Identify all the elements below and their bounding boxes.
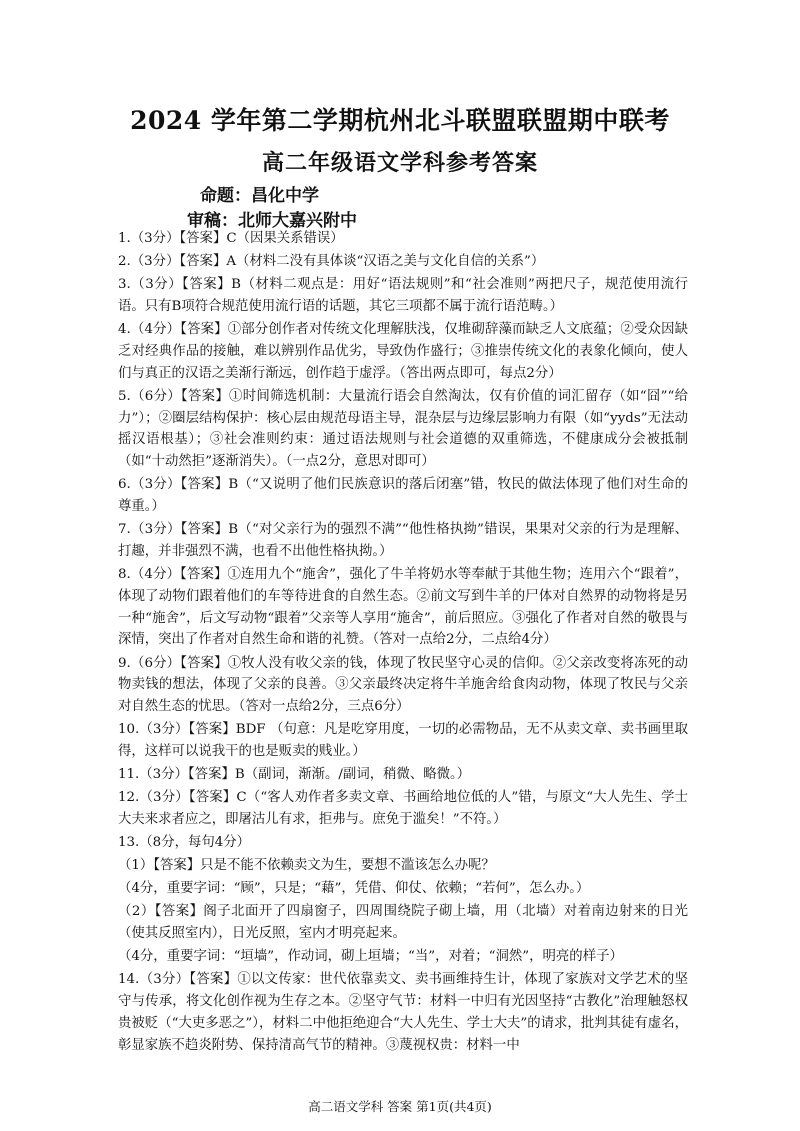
answer-list bbox=[118, 228, 688, 1058]
answer-paragraph: 3.（3分）【答案】B（材料二观点是：用好“语法规则”和“社会准则”两把尺子，规范使用流行语。只有B项符合规范使用流行语的话题，其它三项都不属于流行语范畴。） bbox=[118, 277, 688, 314]
answer-paragraph: 6.（3分）【答案】B（“又说明了他们民族意识的落后闭塞”错，牧民的做法体现了他们对生命的尊重。） bbox=[118, 477, 688, 515]
reviewer-line: 审稿：北师大嘉兴附中 bbox=[187, 211, 357, 231]
answer-paragraph: （2）【答案】阁子北面开了四扇窗子，四周围绕院子砌上墙，用（北墙）对着南边射来的日光（使其反照室内），日光反照，室内才明亮起来。 bbox=[118, 904, 688, 942]
answer-paragraph: 14.（3分）【答案】①以文传家：世代依靠卖文、卖书画维持生计，体现了家族对文学艺术的坚守与传承，将文化创作视为生存之本。②坚守气节：材料一中归有光因坚持“古教化”治理触怒权贵被贬（“大吏多恶之”），材料二中他拒绝迎合“大人先生、学士大夫”的请求，批判其徒有虚名，彰显家族不趋炎附势、保持清高气节的精神。③蔑视权贵：材料一中 bbox=[118, 972, 688, 1053]
answer-paragraph: 10.（3分）【答案】BDF （句意：凡是吃穿用度，一切的必需物品，无不从卖文章、卖书画里取得，这样可以说我干的也是贩卖的贱业。） bbox=[118, 722, 688, 759]
answer-paragraph: 1.（3分）【答案】C（因果关系错误） bbox=[118, 231, 344, 246]
answer-paragraph: （4分，重要字词：“顾”，只是；“藉”，凭借、仰仗、依赖；“若何”，怎么办。） bbox=[118, 881, 590, 897]
answer-paragraph: 11.（3分）【答案】B（副词，渐渐。/副词，稍微、略微。） bbox=[118, 767, 471, 783]
page-footer: 高二语文学科 答案 第1页(共4页) bbox=[308, 1099, 492, 1114]
document-title: 2024 学年第二学期杭州北斗联盟联盟期中联考 bbox=[130, 106, 670, 135]
answer-paragraph: （1）【答案】只是不能不依赖卖文为生，要想不滥该怎么办呢？ bbox=[118, 858, 495, 874]
answer-paragraph: 4.（4分）【答案】①部分创作者对传统文化理解肤浅，仅堆砌辞藻而缺乏人文底蕴；②受众因缺乏对经典作品的接触，难以辨别作品优劣，导致伪作盛行；③推崇传统文化的表象化倾向，使人们与真正的汉语之美渐行渐远，创作趋于虚浮。（答出两点即可，每点2分） bbox=[118, 322, 688, 381]
answer-paragraph: 13.（8分，每句4分） bbox=[118, 835, 251, 851]
answer-paragraph: （4分，重要字词：“垣墙”，作动词，砌上垣墙；“当”，对着；“洞然”，明亮的样子） bbox=[118, 949, 623, 965]
author-line: 命题：昌化中学 bbox=[200, 186, 319, 206]
answer-paragraph: 8.（4分）【答案】①连用九个“施舍”，强化了牛羊将奶水等奉献于其他生物；连用六个“跟着”，体现了动物们跟着他们的车等待进食的自然生态。②前文写到牛羊的尸体对自然界的动物将是另一种“施舍”，后文写动物“跟着”父亲等人享用“施舍”，前后照应。③强化了作者对自然的敬畏与深情，突出了作者对自然生命和谐的礼赞。（答对一点给2分，二点给4分） bbox=[118, 567, 688, 648]
answer-paragraph: 12.（3分）【答案】C（“客人劝作者多卖文章、书画给地位低的人”错，与原文“大人先生、学士大夫来求者应之，即屠沽儿有求，拒弗与。庶免于滥矣！”不符。） bbox=[118, 790, 688, 827]
answer-paragraph: 7.（3分）【答案】B（“对父亲行为的强烈不满”“他性格执拗”错误，果果对父亲的行为是理解、打趣，并非强烈不满，也看不出他性格执拗。） bbox=[118, 522, 688, 559]
answer-paragraph: 2.（3分）【答案】A（材料二没有具体谈“汉语之美与文化自信的关系”） bbox=[118, 254, 545, 270]
answer-paragraph: 5.（6分）【答案】①时间筛选机制：大量流行语会自然淘汰，仅有价值的词汇留存（如“囧”“给力”）；②圈层结构保护：核心层由规范母语主导，混杂层与边缘层影响力有限（如“yyds”无法动摇汉语根基）；③社会准则约束：通过语法规则与社会道德的双重筛选，不健康成分会被抵制（如“十动然拒”逐渐消失）。（一点2分，意思对即可） bbox=[118, 388, 688, 470]
answer-paragraph: 9.（6分）【答案】①牧人没有收父亲的钱，体现了牧民坚守心灵的信仰。②父亲改变将冻死的动物卖钱的想法，体现了父亲的良善。③父亲最终决定将牛羊施舍给食肉动物，体现了牧民与父亲对自然生态的忧思。（答对一点给2分，三点6分） bbox=[118, 655, 688, 715]
document-subtitle: 高二年级语文学科参考答案 bbox=[261, 150, 538, 176]
